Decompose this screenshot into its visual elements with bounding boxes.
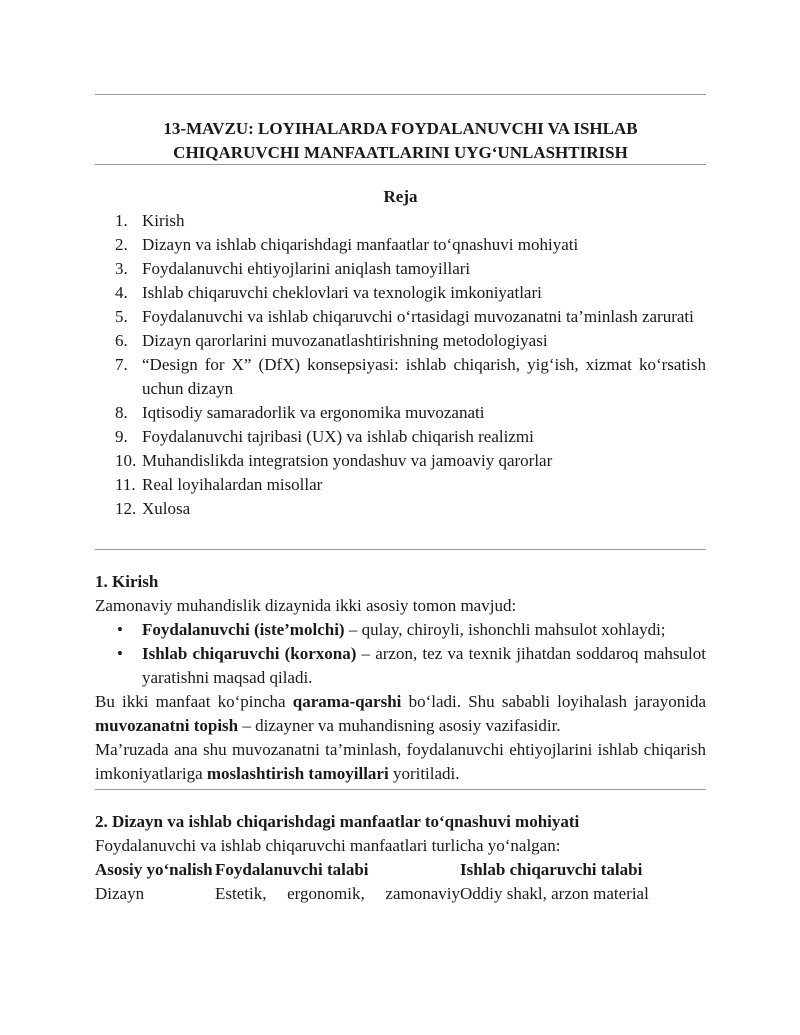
plan-item-number: 8. xyxy=(115,403,128,422)
table-header-row xyxy=(95,858,706,882)
plan-item xyxy=(95,305,706,329)
list-item xyxy=(95,642,706,690)
title-divider xyxy=(95,164,706,165)
plan-item-number: 11. xyxy=(115,475,136,494)
plan-item-text: Foydalanuvchi ehtiyojlarini aniqlash tamoyillari xyxy=(142,259,471,278)
plan-item-number: 6. xyxy=(115,331,128,350)
plan-item xyxy=(95,233,706,257)
bullet-text: – qulay, chiroyli, ishonchli mahsulot xohlaydi; xyxy=(344,620,666,639)
plan-item-number: 4. xyxy=(115,283,128,302)
top-divider xyxy=(95,94,706,95)
plan-divider xyxy=(95,549,706,550)
plan-item-text: Iqtisodiy samaradorlik va ergonomika muvozanati xyxy=(142,403,485,422)
section-introduction xyxy=(95,570,706,786)
list-item xyxy=(95,618,706,642)
emphasis: muvozanatni topish xyxy=(95,716,239,735)
plan-item xyxy=(95,449,706,473)
plan-item xyxy=(95,425,706,449)
document-title xyxy=(95,117,706,165)
section-heading: 2. Dizayn va ishlab chiqarishdagi manfaatlar to‘qnashuvi mohiyati xyxy=(95,812,580,831)
bullet-icon: • xyxy=(117,620,123,639)
plan-item xyxy=(95,329,706,353)
plan-item-number: 9. xyxy=(115,427,128,446)
text-run: bo‘ladi. Shu sababli loyihalash jarayonida xyxy=(401,692,706,711)
plan-item-text: Ishlab chiqaruvchi cheklovlari va texnologik imkoniyatlari xyxy=(142,283,542,302)
plan-item xyxy=(95,209,706,233)
plan-item-text: Dizayn qarorlarini muvozanatlashtirishning metodologiyasi xyxy=(142,331,548,350)
plan-item-number: 2. xyxy=(115,235,128,254)
plan-item-text: “Design for X” (DfX) konsepsiyasi: ishlab chiqarish, yig‘ish, xizmat ko‘rsatish uchun dizayn xyxy=(142,355,706,398)
plan-heading: Reja xyxy=(383,187,418,206)
section-divider xyxy=(95,789,706,790)
text-run: – dizayner va muhandisning asosiy vazifasidir. xyxy=(238,716,561,735)
bullet-icon: • xyxy=(117,644,123,663)
comparison-table xyxy=(95,858,706,906)
table-cell: Dizayn xyxy=(95,884,145,903)
plan-item xyxy=(95,257,706,281)
plan-item-number: 7. xyxy=(115,355,128,374)
bullet-text: – arzon, tez va texnik jihatdan soddaroq mahsulot yaratishni maqsad qiladi. xyxy=(142,644,706,687)
plan-item-text: Foydalanuvchi va ishlab chiqaruvchi o‘rtasidagi muvozanatni ta’minlash zarurati xyxy=(142,307,694,326)
table-header-cell: Asosiy yo‘nalish xyxy=(95,860,213,879)
paragraph xyxy=(95,738,706,786)
bullet-term: Ishlab chiqaruvchi (korxona) xyxy=(142,644,357,663)
plan-list xyxy=(95,209,706,521)
plan-item xyxy=(95,497,706,521)
plan-item-number: 5. xyxy=(115,307,128,326)
table-row xyxy=(95,882,706,906)
section-heading: 1. Kirish xyxy=(95,572,159,591)
section-intro-text: Zamonaviy muhandislik dizaynida ikki asosiy tomon mavjud: xyxy=(95,596,517,615)
plan-item-number: 3. xyxy=(115,259,128,278)
paragraph xyxy=(95,690,706,738)
emphasis: qarama-qarshi xyxy=(292,692,402,711)
table-cell: Estetik, ergonomik, zamonaviy xyxy=(215,884,460,903)
plan-item-number: 1. xyxy=(115,211,128,230)
text-run: Ma’ruzada ana shu muvozanatni ta’minlash, foydalanuvchi ehtiyojlarini ishlab chiqarish imkoniyatlariga xyxy=(95,740,706,783)
stakeholder-list xyxy=(95,618,706,690)
plan-item-number: 10. xyxy=(115,451,137,470)
plan-item xyxy=(95,473,706,497)
plan-item-text: Xulosa xyxy=(142,499,191,518)
text-run: Bu ikki manfaat ko‘pincha xyxy=(95,692,293,711)
plan-item-text: Real loyihalardan misollar xyxy=(142,475,323,494)
plan-item xyxy=(95,401,706,425)
section-intro-text: Foydalanuvchi va ishlab chiqaruvchi manfaatlari turlicha yo‘nalgan: xyxy=(95,836,561,855)
title-line-1: 13-MAVZU: LOYIHALARDA FOYDALANUVCHI VA ISHLAB xyxy=(163,119,638,138)
bullet-term: Foydalanuvchi (iste’molchi) xyxy=(142,620,345,639)
plan-item-text: Foydalanuvchi tajribasi (UX) va ishlab chiqarish realizmi xyxy=(142,427,534,446)
table-header-cell: Ishlab chiqaruvchi talabi xyxy=(460,860,643,879)
table-header-cell: Foydalanuvchi talabi xyxy=(215,860,369,879)
emphasis: moslashtirish tamoyillari xyxy=(206,764,389,783)
plan-item-text: Muhandislikda integratsion yondashuv va jamoaviy qarorlar xyxy=(142,451,553,470)
plan-item-text: Kirish xyxy=(142,211,185,230)
title-line-2: CHIQARUVCHI MANFAATLARINI UYG‘UNLASHTIRISH xyxy=(173,143,628,162)
plan-item xyxy=(95,353,706,401)
plan-item-text: Dizayn va ishlab chiqarishdagi manfaatlar to‘qnashuvi mohiyati xyxy=(142,235,579,254)
section-conflict xyxy=(95,810,706,906)
plan-item-number: 12. xyxy=(115,499,137,518)
table-cell: Oddiy shakl, arzon material xyxy=(460,884,649,903)
text-run: yoritiladi. xyxy=(388,764,460,783)
plan-item xyxy=(95,281,706,305)
